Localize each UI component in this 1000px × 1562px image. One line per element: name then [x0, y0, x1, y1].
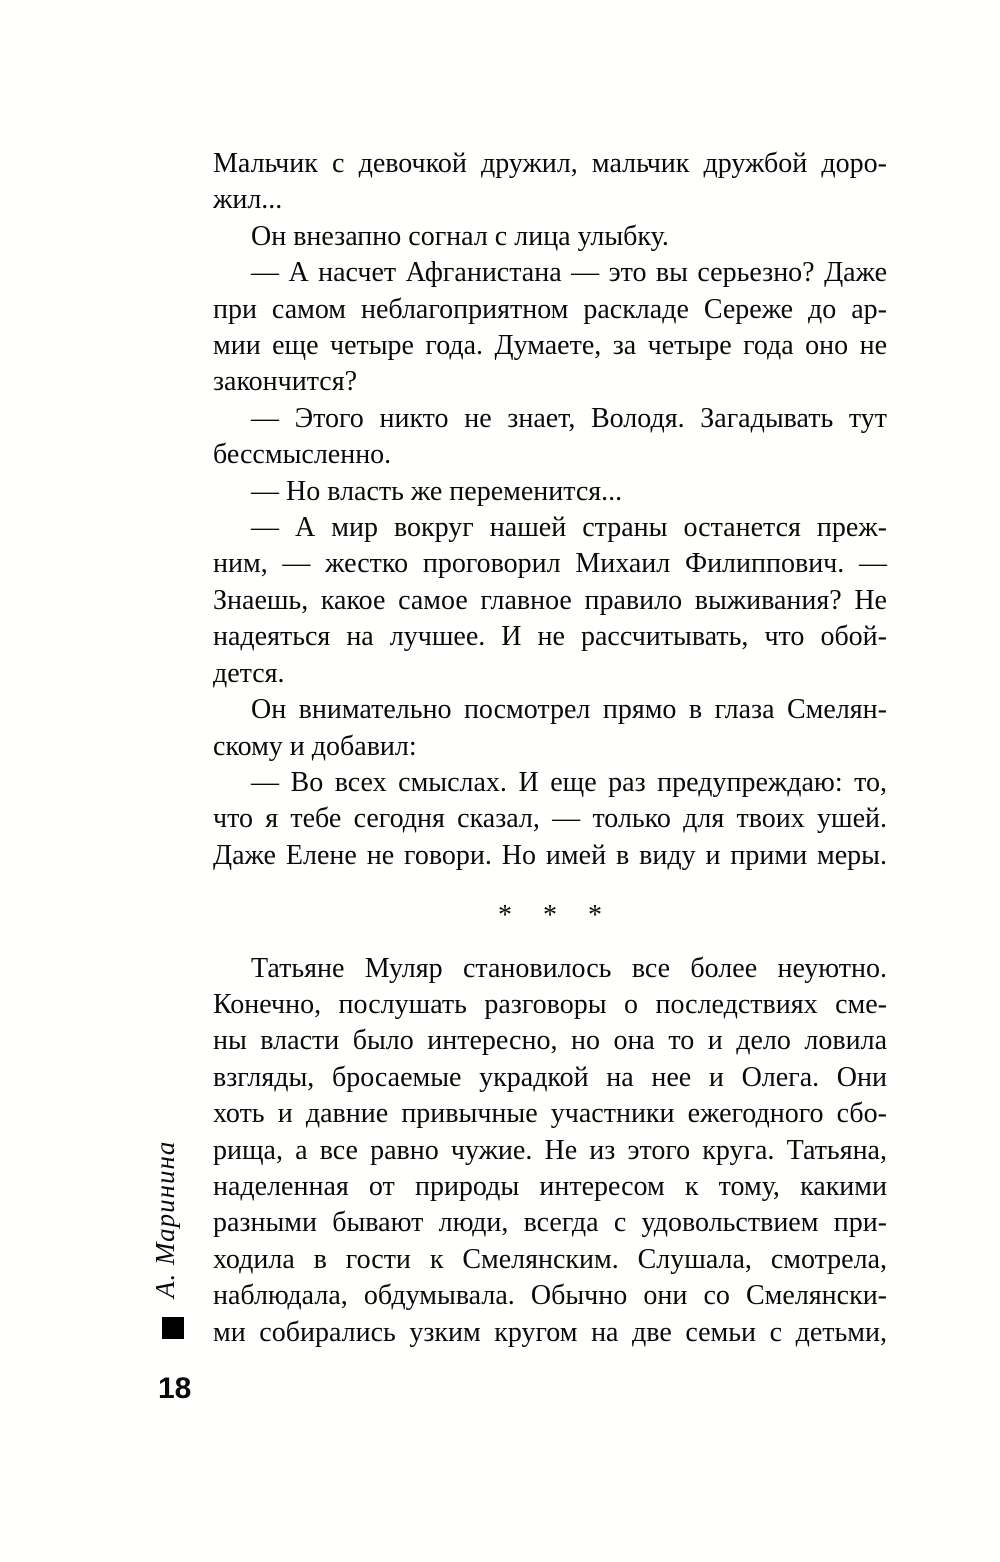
paragraph — [213, 474, 887, 510]
text-line: что я тебе сегодня сказал, — только для твоих ушей. — [213, 803, 887, 835]
text-line: — Во всех смыслах. И еще раз предупреждаю: то, — [251, 766, 887, 798]
text-line: Знаешь, какое самое главное правило выживания? Не — [213, 584, 887, 616]
text-line: Он внезапно согнал с лица улыбку. — [251, 220, 669, 252]
paragraph — [213, 765, 887, 874]
text-line: Конечно, послушать разговоры о последствиях сме- — [213, 988, 887, 1020]
paragraph — [213, 951, 887, 1351]
text-line: надеяться на лучшее. И не рассчитывать, что обой- — [213, 621, 887, 653]
text-line: ми собирались узким кругом на две семьи с детьми, — [213, 1316, 887, 1348]
section-divider: * * * — [498, 900, 602, 932]
text-line: ходила в гости к Смелянским. Слушала, смотрела, — [213, 1243, 887, 1275]
text-line: Мальчик с девочкой дружил, мальчик дружбой доро- — [213, 148, 887, 179]
text-line: — А насчет Афганистана — это вы серьезно? Даже — [251, 257, 887, 289]
black-square-marker — [162, 1317, 184, 1339]
text-line: при самом неблагоприятном раскладе Сереже до ар- — [213, 293, 887, 325]
text-line: — Но власть же переменится... — [251, 475, 623, 507]
text-line: бессмысленно. — [213, 439, 392, 471]
text-line: наделенная от природы интересом к тому, какими — [213, 1170, 887, 1202]
text-line: — А мир вокруг нашей страны останется преж- — [251, 512, 887, 544]
text-line: жил... — [213, 184, 283, 216]
text-line: ним, — жестко проговорил Михаил Филиппович. — — [213, 548, 887, 580]
text-line: ны власти было интересно, но она то и дело ловила — [213, 1025, 887, 1057]
text-column — [213, 146, 887, 1351]
text-line: разными бывают люди, всегда с удовольствием при- — [213, 1207, 887, 1239]
text-line: наблюдала, обдумывала. Обычно они со Смелянски- — [213, 1280, 887, 1312]
text-line: скому и добавил: — [213, 730, 417, 762]
paragraph — [213, 146, 887, 219]
text-line: Даже Елене не говори. Но имей в виду и прими меры. — [213, 839, 887, 871]
text-line: взгляды, бросаемые украдкой на нее и Олега. Они — [213, 1061, 887, 1093]
paragraph — [213, 510, 887, 692]
paragraph — [213, 692, 887, 765]
text-line: рища, а все равно чужие. Не из этого круга. Татьяна, — [213, 1134, 887, 1166]
text-line: — Этого никто не знает, Володя. Загадывать тут — [251, 402, 887, 434]
page-number: 18 — [158, 1372, 192, 1405]
text-line: хоть и давние привычные участники ежегодного сбо- — [213, 1098, 887, 1130]
text-line: Татьяне Муляр становилось все более неуютно. — [251, 952, 887, 984]
text-line: закончится? — [213, 366, 358, 398]
paragraph — [213, 401, 887, 474]
text-line: дется. — [213, 657, 285, 689]
paragraph — [213, 255, 887, 401]
text-line: Он внимательно посмотрел прямо в глаза Смелян- — [251, 694, 887, 726]
author-sidebar: А. Маринина — [150, 1140, 180, 1298]
text-line: мии еще четыре года. Думаете, за четыре года оно не — [213, 330, 887, 362]
paragraph — [213, 219, 887, 255]
